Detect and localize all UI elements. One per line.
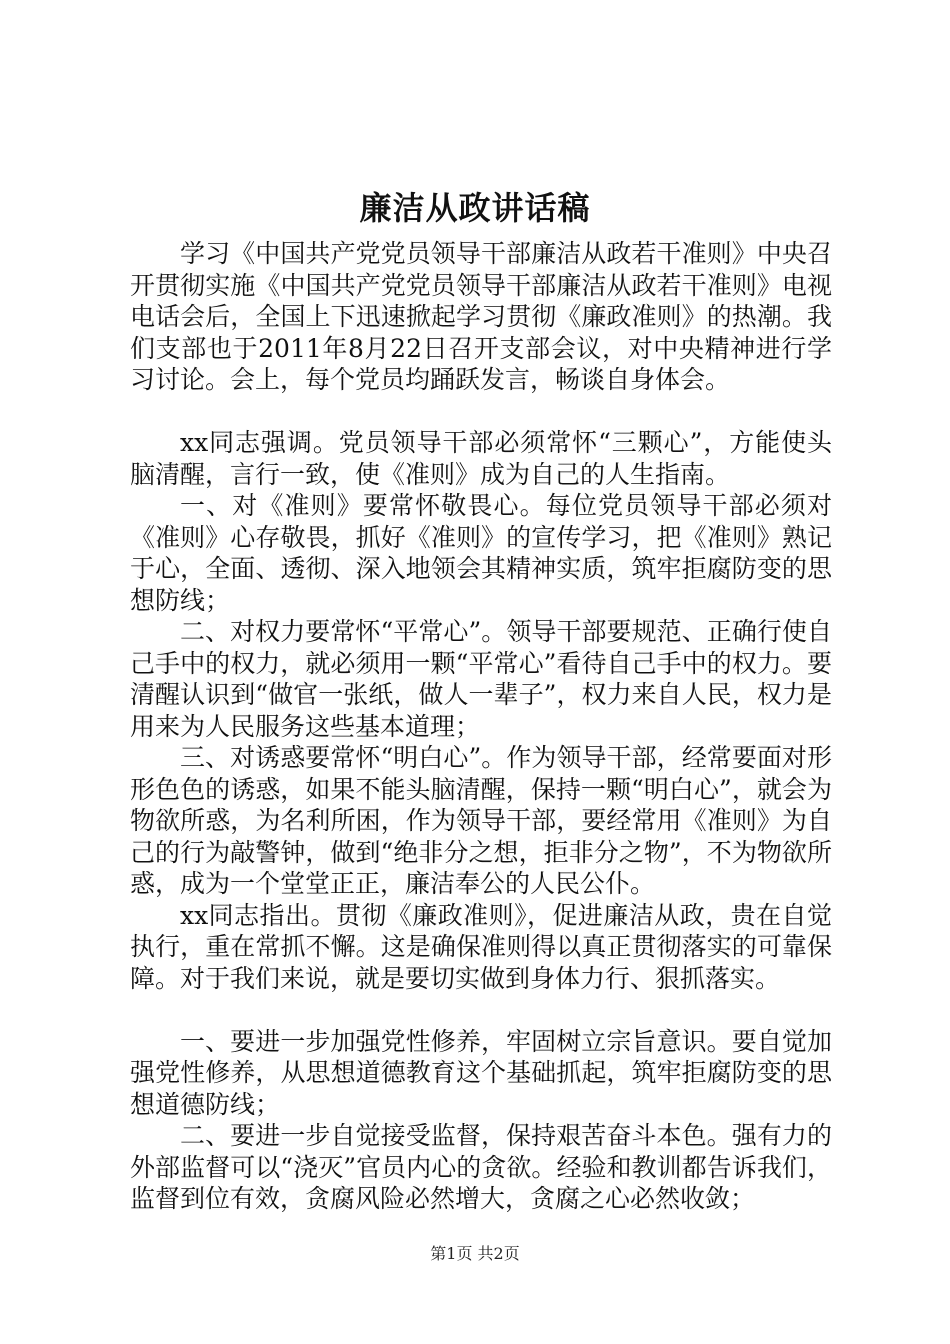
paragraph-three-hearts: xx同志强调。党员领导干部必须常怀“三颗心”，方能使头脑清醒，言行一致，使《准则》成为自己的人生指南。 [130, 428, 832, 489]
paragraph-gap [130, 396, 832, 428]
paragraph-supervision: 二、要进一步自觉接受监督，保持艰苦奋斗本色。强有力的外部监督可以“浇灭”官员内心的贪欲。经验和教训都告诉我们，监督到位有效，贪腐风险必然增大，贪腐之心必然收敛； [130, 1121, 832, 1213]
paragraph-intro: 学习《中国共产党党员领导干部廉洁从政若干准则》中央召开贯彻实施《中国共产党党员领导干部廉洁从政若干准则》电视电话会后，全国上下迅速掀起学习贯彻《廉政准则》的热潮。我们支部也于2011年8月22日召开支部会议，对中央精神进行学习讨论。会上，每个党员均踊跃发言，畅谈自身体会。 [130, 239, 832, 394]
document-body [130, 238, 832, 1215]
page-indicator: 第1页 共2页 [430, 1244, 520, 1263]
paragraph-party-spirit: 一、要进一步加强党性修养，牢固树立宗旨意识。要自觉加强党性修养，从思想道德教育这个基础抓起，筑牢拒腐防变的思想道德防线； [130, 1026, 832, 1119]
paragraph-gap [130, 994, 832, 1026]
paragraph-implementation: xx同志指出。贯彻《廉政准则》，促进廉洁从政，贵在自觉执行，重在常抓不懈。这是确保准则得以真正贯彻落实的可靠保障。对于我们来说，就是要切实做到身体力行、狠抓落实。 [130, 900, 832, 993]
paragraph-point-clear-heart: 三、对诱惑要常怀“明白心”。作为领导干部，经常要面对形形色色的诱惑，如果不能头脑清醒，保持一颗“明白心”，就会为物欲所惑，为名利所困，作为领导干部，要经常用《准则》为自己的行为敲警钟，做到“绝非分之想，拒非分之物”，不为物欲所惑，成为一个堂堂正正，廉洁奉公的人民公仆。 [130, 743, 832, 898]
document-title: 廉洁从政讲话稿 [359, 189, 591, 227]
paragraph-point-reverence: 一、对《准则》要常怀敬畏心。每位党员领导干部必须对《准则》心存敬畏，抓好《准则》的宣传学习，把《准则》熟记于心，全面、透彻、深入地领会其精神实质，筑牢拒腐防变的思想防线； [130, 491, 832, 615]
paragraph-point-ordinary-heart: 二、对权力要常怀“平常心”。领导干部要规范、正确行使自己手中的权力，就必须用一颗“平常心”看待自己手中的权力。要清醒认识到“做官一张纸，做人一辈子”，权力来自人民，权力是用来为人民服务这些基本道理； [130, 617, 832, 741]
